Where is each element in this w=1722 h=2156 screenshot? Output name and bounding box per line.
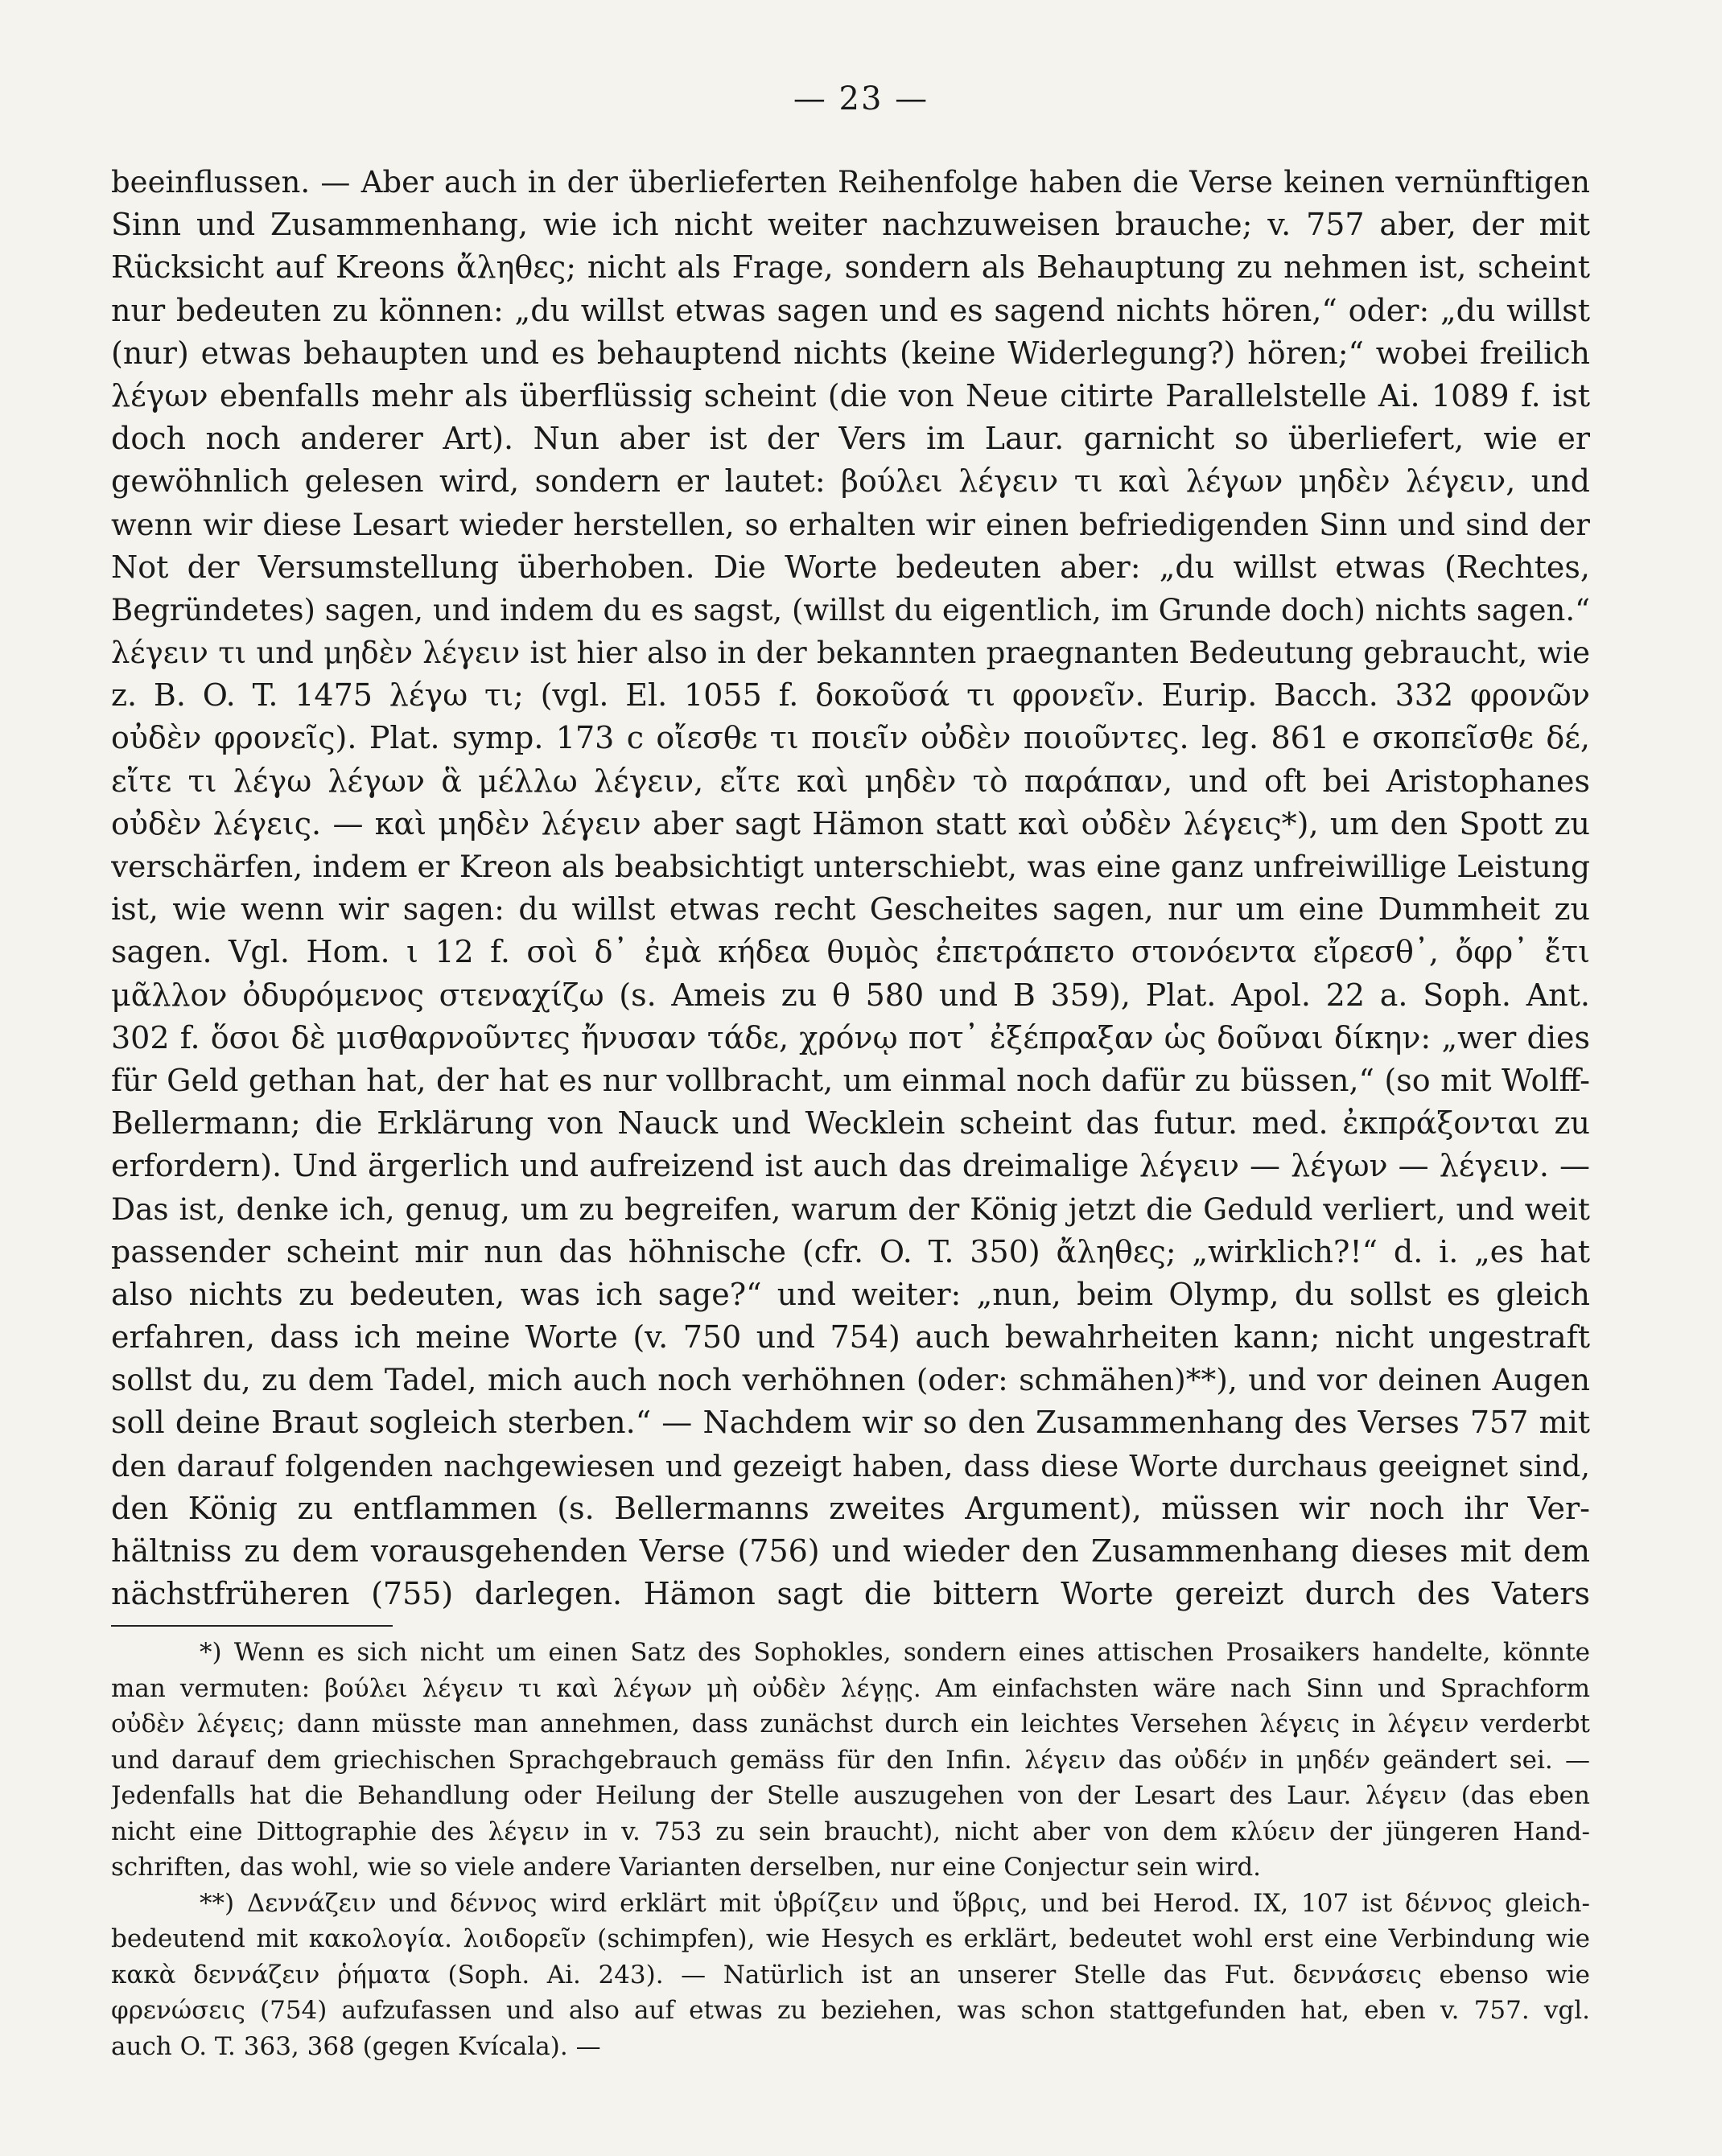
footnotes (111, 1635, 1590, 2064)
footnote-line: Jedenfalls hat die Behandlung oder Heilung der Stelle auszugehen von der Lesart des Laur. λέγειν (das eben (111, 1781, 1590, 1810)
text-line: z. B. O. T. 1475 λέγω τι; (vgl. El. 1055 f. δοκοῦσά τι φρονεῖν. Eurip. Bacch. 332 φρονῶν (111, 677, 1590, 714)
footnote-line: οὐδὲν λέγεις; dann müsste man annehmen, dass zunächst durch ein leichtes Versehen λέγεις in λέγειν verderbt (111, 1710, 1590, 1738)
text-line: λέγειν τι und μηδὲν λέγειν ist hier also in der bekannten praegnanten Bedeutung gebraucht, wie (111, 636, 1590, 671)
text-line: soll deine Braut sogleich sterben.“ — Nachdem wir so den Zusammenhang des Verses 757 mit (111, 1405, 1590, 1441)
text-line: gewöhnlich gelesen wird, sondern er lautet: βούλει λέγειν τι καὶ λέγων μηδὲν λέγειν, und (111, 463, 1590, 500)
text-line: ist, wie wenn wir sagen: du willst etwas recht Gescheites sagen, nur um eine Dummheit zu (111, 891, 1590, 928)
text-line: sollst du, zu dem Tadel, mich auch noch verhöhnen (oder: schmähen)**), und vor deinen Augen (111, 1362, 1590, 1398)
text-line: Rücksicht auf Kreons ἄληθες; nicht als Frage, sondern als Behauptung zu nehmen ist, scheint (111, 249, 1590, 286)
text-line: οὐδὲν φρονεῖς). Plat. symp. 173 c οἴεσθε τι ποιεῖν οὐδὲν ποιοῦντες. leg. 861 e σκοπεῖσθε δέ, (111, 720, 1590, 756)
text-line: sagen. Vgl. Hom. ι 12 f. σοὶ δ᾽ ἐμὰ κήδεα θυμὸς ἐπετράπετο στονόεντα εἴρεσθ᾽, ὄφρ᾽ ἔτι (111, 934, 1590, 970)
footnote-line: φρενώσεις (754) aufzufassen und also auf etwas zu beziehen, was schon stattgefunden hat, eben v. 757. vgl. (111, 1996, 1590, 2025)
text-line: μᾶλλον ὀδυρόμενος στεναχίζω (s. Ameis zu θ 580 und Β 359), Plat. Apol. 22 a. Soph. Ant. (111, 977, 1590, 1013)
text-line: 302 f. ὅσοι δὲ μισθαρνοῦντες ἤνυσαν τάδε, χρόνῳ ποτ᾽ ἐξέπραξαν ὡς δοῦναι δίκην: „wer dies (111, 1019, 1590, 1055)
text-line: λέγων ebenfalls mehr als überflüssig scheint (die von Neue citirte Parallelstelle Ai. 1089 f. ist (111, 377, 1590, 414)
text-line: wenn wir diese Lesart wieder herstellen, so erhalten wir einen befriedigenden Sinn und sind der (111, 507, 1590, 542)
footnote-line: bedeutend mit κακολογία. λοιδορεῖν (schimpfen), wie Hesych es erklärt, bedeutet wohl erst eine Verbindung wie (111, 1924, 1590, 1953)
text-line: εἴτε τι λέγω λέγων ἃ μέλλω λέγειν, εἴτε καὶ μηδὲν τὸ παράπαν, und oft bei Aristophanes (111, 763, 1590, 799)
text-line: Begründetes) sagen, und indem du es sagst, (willst du eigentlich, im Grunde doch) nichts sagen.“ (111, 592, 1590, 627)
footnote-line: schriften, das wohl, wie so viele andere Varianten derselben, nur eine Conjectur sein wird. (111, 1853, 1262, 1882)
main-text (111, 161, 1590, 1615)
text-line: hältniss zu dem vorausgehenden Verse (756) und wieder den Zusammenhang dieses mit dem (111, 1533, 1590, 1569)
text-line: Not der Versumstellung überhoben. Die Worte bedeuten aber: „du willst etwas (Rechtes, (111, 549, 1590, 585)
text-line: Sinn und Zusammenhang, wie ich nicht weiter nachzuweisen brauche; v. 757 aber, der mit (111, 207, 1590, 243)
text-line: Das ist, denke ich, genug, um zu begreifen, warum der König jetzt die Geduld verliert, und weit (111, 1191, 1590, 1227)
footnote-line: und darauf dem griechischen Sprachgebrauch gemäss für den Infin. λέγειν das οὐδέν in μηδέν geändert sei. — (111, 1745, 1590, 1775)
text-line: οὐδὲν λέγεις. — καὶ μηδὲν λέγειν aber sagt Hämon statt καὶ οὐδὲν λέγεις*), um den Spott zu (111, 805, 1590, 841)
text-line: für Geld gethan hat, der hat es nur vollbracht, um einmal noch dafür zu büssen,“ (so mit Wolff- (111, 1062, 1590, 1098)
text-line: erfordern). Und ärgerlich und aufreizend ist auch das dreimalige λέγειν — λέγων — λέγειν. — (111, 1148, 1590, 1184)
text-line: den König zu entflammen (s. Bellermanns zweites Argument), müssen wir noch ihr Ver- (111, 1490, 1590, 1526)
text-line: passender scheint mir nun das höhnische (cfr. O. T. 350) ἄληθες; „wirklich?!“ d. i. „es hat (111, 1233, 1590, 1269)
text-line: (nur) etwas behaupten und es behauptend nichts (keine Widerlegung?) hören;“ wobei freilich (111, 335, 1590, 371)
footnote-line: nicht eine Dittographie des λέγειν in v. 753 zu sein braucht), nicht aber von dem κλύειν der jüngeren Hand- (111, 1817, 1590, 1846)
footnote-line: man vermuten: βούλει λέγειν τι καὶ λέγων μὴ οὐδὲν λέγῃς. Am einfachsten wäre nach Sinn und Sprachform (111, 1673, 1590, 1703)
footnote-line: *) Wenn es sich nicht um einen Satz des Sophokles, sondern eines attischen Prosaikers handelte, könnte (200, 1638, 1590, 1667)
footnote-line: **) Δεννάζειν und δέννος wird erklärt mit ὑβρίζειν und ὕβρις, und bei Herod. IX, 107 ist δέννος gleich- (200, 1888, 1590, 1918)
text-line: beeinflussen. — Aber auch in der überlieferten Reihenfolge haben die Verse keinen vernünftigen (111, 165, 1590, 200)
text-line: also nichts zu bedeuten, was ich sage?“ und weiter: „nun, beim Olymp, du sollst es gleich (111, 1276, 1590, 1312)
text-line: nur bedeuten zu können: „du willst etwas sagen und es sagend nichts hören,“ oder: „du willst (111, 292, 1590, 328)
text-line: doch noch anderer Art). Nun aber ist der Vers im Laur. garnicht so überliefert, wie er (111, 421, 1590, 457)
text-line: den darauf folgenden nachgewiesen und gezeigt haben, dass diese Worte durchaus geeignet sind, (111, 1448, 1590, 1483)
text-line: Bellermann; die Erklärung von Nauck und Wecklein scheint das futur. med. ἐκπράξονται zu (111, 1105, 1590, 1142)
page-number: — 23 — (793, 80, 929, 117)
text-line: verschärfen, indem er Kreon als beabsichtigt unterschiebt, was eine ganz unfreiwillige Leistung (111, 849, 1590, 884)
footnote-divider (111, 1625, 393, 1627)
text-line: nächstfrüheren (755) darlegen. Hämon sagt die bittern Worte gereizt durch des Vaters (111, 1576, 1590, 1612)
footnote-line: κακὰ δεννάζειν ῥήματα (Soph. Ai. 243). — Natürlich ist an unserer Stelle das Fut. δεννάσεις ebenso wie (111, 1960, 1590, 1989)
footnote-line: auch O. T. 363, 368 (gegen Kvícala). — (111, 2031, 601, 2061)
text-line: erfahren, dass ich meine Worte (v. 750 und 754) auch bewahrheiten kann; nicht ungestraft (111, 1319, 1590, 1356)
